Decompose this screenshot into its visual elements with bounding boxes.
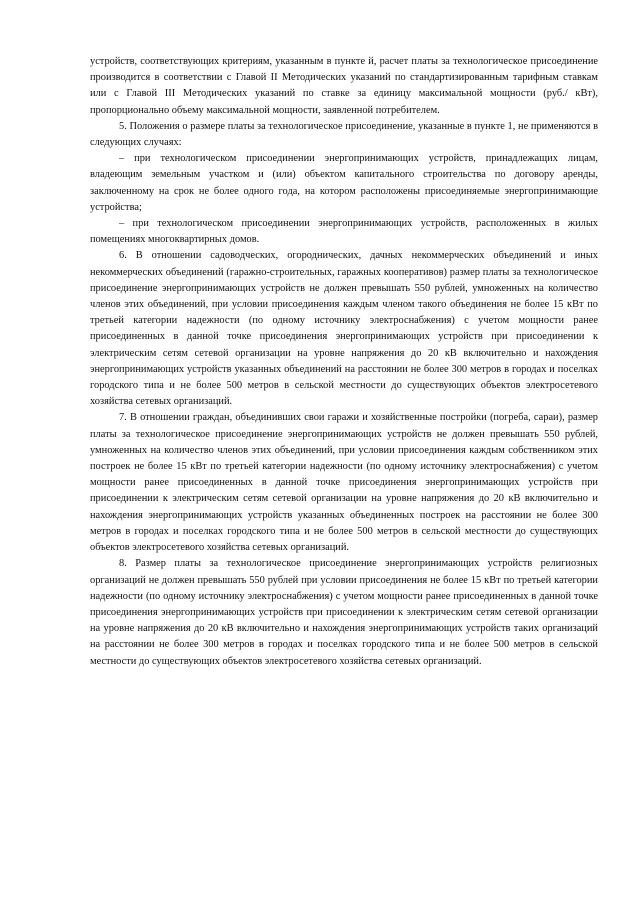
- paragraph-continuation: устройств, соответствующих критериям, указанным в пункте й, расчет платы за технологическое присоединение производится в соответствии с Главой II Методических указаний по стандартизированным тарифным ставкам или с Главой III Методических указаний по ставке за единицу максимальной мощности (руб./ кВт), пропорционально объему максимальной мощности, заявленной потребителем.: [90, 56, 598, 116]
- paragraph-5-item-1: – при технологическом присоединении энергопринимающих устройств, принадлежащих лицам, владеющим земельным участком и (или) объектом капитального строительства по договору аренды, заключенному на срок не более одного года, на котором расположены присоединяемые энергопринимающие устройства;: [90, 153, 598, 213]
- paragraph-8: 8. Размер платы за технологическое присоединение энергопринимающих устройств религиозных организаций не должен превышать 550 рублей при условии присоединения не более 15 кВт по третьей категории надежности (по одному источнику электроснабжения) с учетом мощности ранее присоединенных в данной точке присоединения энергопринимающих устройств при присоединении к электрическим сетям сетевой организации на уровне напряжения до 20 кВ включительно и нахождения энергопринимающих устройств таких организаций на расстоянии не более 300 метров в городах и поселках городского типа и не более 500 метров в сельской местности до существующих объектов электросетевого хозяйства сетевых организаций.: [90, 558, 598, 667]
- paragraph-6: 6. В отношении садоводческих, огороднических, дачных некоммерческих объединений и иных некоммерческих объединений (гаражно-строительных, гаражных кооперативов) размер платы за технологическое присоединение энергопринимающих устройств не должен превышать 550 рублей, умноженных на количество членов этих объединений, при условии присоединения каждым членом такого объединения не более 15 кВт по третьей категории надежности (по одному источнику электроснабжения) с учетом мощности ранее присоединенных в данной точке присоединения энергопринимающих устройств при присоединении к электрическим сетям сетевой организации на уровне напряжения до 20 кВ включительно и нахождения энергопринимающих устройств указанных объединений на расстоянии не более 300 метров в городах и поселках городского типа и не более 500 метров в сельской местности до существующих объектов электросетевого хозяйства сетевых организаций.: [90, 250, 598, 408]
- document-page: [90, 54, 598, 670]
- paragraph-7: 7. В отношении граждан, объединивших свои гаражи и хозяйственные постройки (погреба, сараи), размер платы за технологическое присоединение энергопринимающих устройств не должен превышать 550 рублей, умноженных на количество членов этих объединений, при условии присоединения каждым собственником этих построек не более 15 кВт по третьей категории надежности (по одному источнику электроснабжения) с учетом мощности ранее присоединенных в данной точке присоединения энергопринимающих устройств при присоединении к электрическим сетям сетевой организации на уровне напряжения до 20 кВ включительно и нахождения энергопринимающих устройств указанных объединенных построек на расстоянии не более 300 метров в городах и поселках городского типа и не более 500 метров в сельской местности до существующих объектов электросетевого хозяйства сетевых организаций.: [90, 412, 598, 554]
- paragraph-5: 5. Положения о размере платы за технологическое присоединение, указанные в пункте 1, не применяются в следующих случаях:: [90, 120, 598, 149]
- paragraph-5-item-2: – при технологическом присоединении энергопринимающих устройств, расположенных в жилых помещениях многоквартирных домов.: [90, 218, 598, 246]
